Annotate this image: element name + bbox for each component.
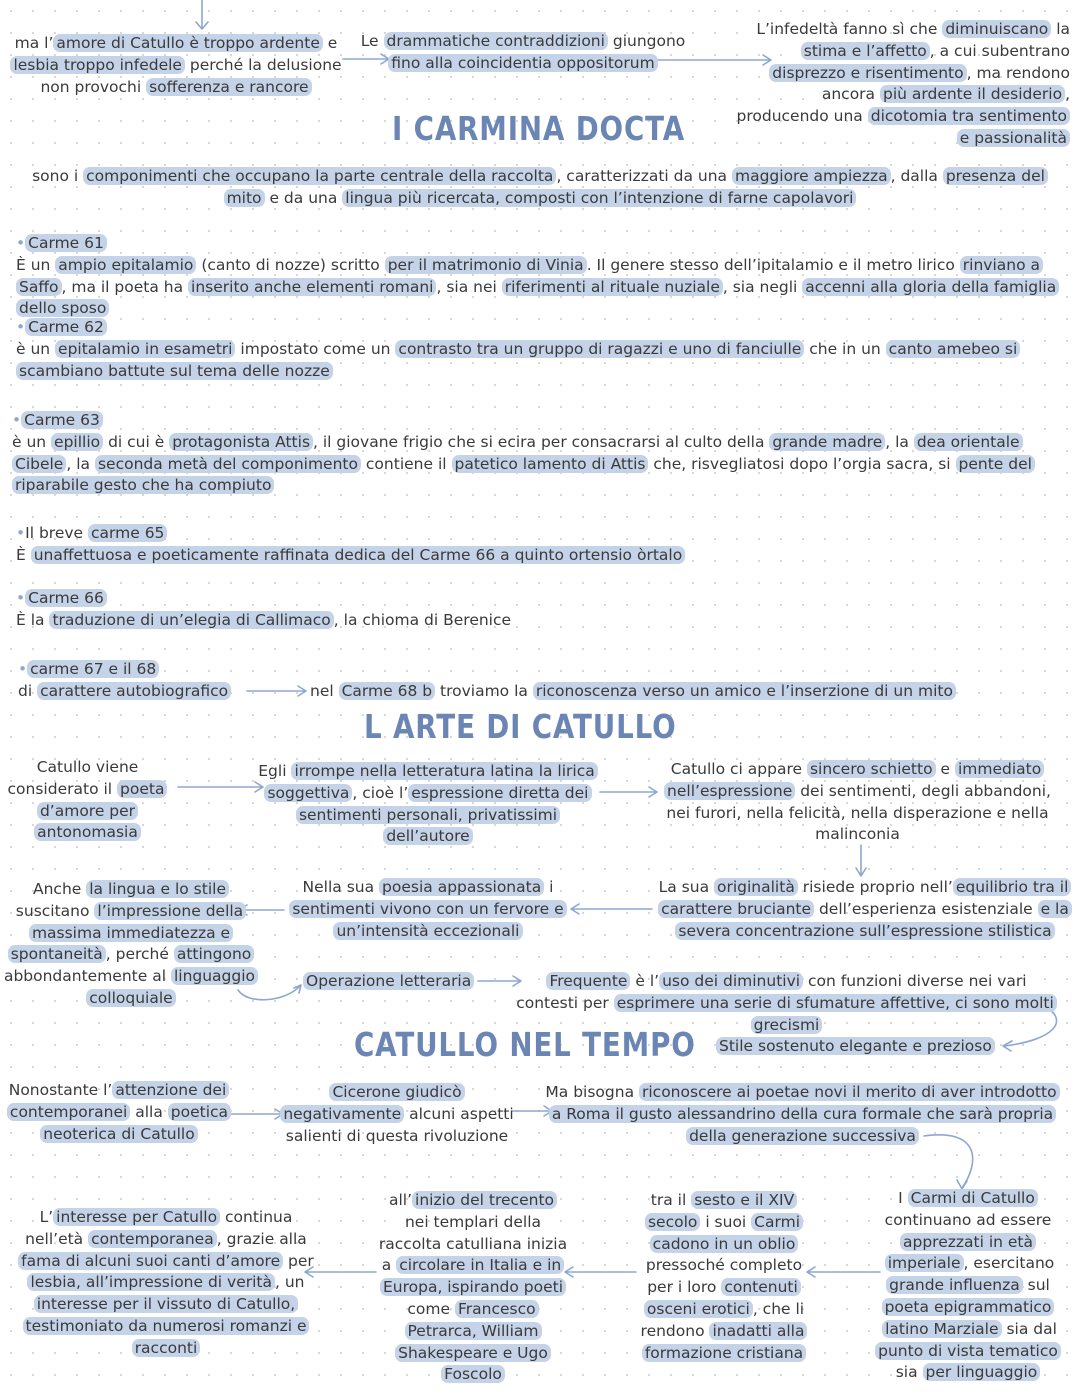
carme-62: • Carme 62 è un epitalamio in esametri impostato come un contrasto tra un gruppo di ragazzi e uno di fanciulle che in un canto amebeo si scambiano battute sul tema delle nozze xyxy=(16,317,1066,382)
arrow-arte-down xyxy=(856,845,866,876)
arrow-tempo-5 xyxy=(305,1267,376,1277)
title-arte-di-catullo: L ARTE DI CATULLO xyxy=(364,707,677,746)
tempo-trecento: all’ inizio del trecento nei templari della raccolta catulliana inizia a circolare in Italia e in Europa, ispirando poeti come Francesco Petrarca, William Shakespeare e Ugo Foscolo xyxy=(378,1191,568,1384)
arrow-arte-2 xyxy=(600,787,657,797)
tempo-contemporanea: L’ interesse per Catullo continua nell’età contemporanea , grazie alla fama di alcuni suoi canti d’amore per lesbia, all’impressione di verità , un interesse per il vissuto di Catullo, testimoniato da numerosi romanzi e racconti xyxy=(18,1207,314,1360)
arte-diminutivi: Frequente è l’ uso dei diminutivi con funzioni diverse nei vari contesti per esprimere una serie di sfumature affettive, ci sono molti grecismi xyxy=(514,971,1059,1036)
arte-poesia-appassionata: Nella sua poesia appassionata i sentimenti vivono con un fervore e un’intensità eccezionali xyxy=(283,877,573,942)
tempo-contemporanei: Nonostante l’ attenzione dei contemporanei alla poetica neoterica di Catullo xyxy=(2,1080,236,1145)
title-catullo-nel-tempo: CATULLO NEL TEMPO xyxy=(354,1025,696,1064)
arrow-arte-1 xyxy=(178,782,263,792)
carme-66: • Carme 66 È la traduzione di un’elegia di Callimaco , la chioma di Berenice xyxy=(16,589,512,629)
top-down-arrow xyxy=(196,0,208,29)
stile-sostenuto: Stile sostenuto elegante e prezioso xyxy=(716,1036,1016,1058)
carmina-intro: sono i componimenti che occupano la parte centrale della raccolta , caratterizzati da una maggiore ampiezza , dalla presenza del mito e da una lingua più ricercata, composti con l’intenzione di farne capolavori xyxy=(15,166,1065,210)
carme-67-68: • carme 67 e il 68 di carattere autobiografico xyxy=(18,659,258,703)
operazione-letteraria: Operazione letteraria xyxy=(303,971,503,993)
carme-65: •Il breve carme 65 È unaffettuosa e poeticamente raffinata dedica del Carme 66 a quinto ortensio òrtalo xyxy=(16,523,1066,567)
arte-catullo-amore: Catullo viene considerato il poeta d’amore per antonomasia xyxy=(0,757,175,844)
arte-sincero: Catullo ci appare sincero schietto e immediato nell’espressione dei sentimenti, degli abbandoni, nei furori, nella felicità, nella disperazione e nella malinconia xyxy=(660,759,1055,846)
tempo-cicerone: Cicerone giudicò negativamente alcuni aspetti salienti di questa rivoluzione xyxy=(280,1082,514,1147)
intro-mid: Le drammatiche contraddizioni giungono fino alla coincidentia oppositorum xyxy=(360,32,686,72)
tempo-eta-imperiale: I Carmi di Catullo continuano ad essere apprezzati in età imperiale , esercitano grande influenza sul poeta epigrammatico latino Marziale sia dal punto di vista tematico sia per linguaggio xyxy=(868,1188,1068,1384)
arrow-arte-3 xyxy=(571,904,652,914)
tempo-oblio: tra il sesto e il XIV secolo i suoi Carmi cadono in un oblio pressoché completo per i loro contenuti osceni erotici , che li rendono inadatti alla formazione cristiana xyxy=(640,1190,808,1364)
arte-originalita: La sua originalità risiede proprio nell’ equilibrio tra il carattere bruciante dell’esperienza esistenziale e la severa concentrazione sull’espressione stilistica xyxy=(655,877,1075,942)
tempo-poetae-novi: Ma bisogna riconoscere ai poetae novi il merito di aver introdotto a Roma il gusto alessandrino della cura formale che sarà propria della generazione successiva xyxy=(545,1082,1060,1147)
carme-61: • Carme 61 È un ampio epitalamio (canto di nozze) scritto per il matrimonio di Vinia . Il genere stesso dell’ipitalamio e il metro lirico rinviano a Saffo , ma il poeta ha inserito anche elementi romani , sia nei riferimenti al rituale nuziale , sia negli accenni alla gloria della famiglia dello sposo xyxy=(16,233,1066,320)
arte-lingua-stile: Anche la lingua e lo stile suscitano l’impressione della massima immediatezza e spontaneità , perché attingono abbondantemente al linguaggio colloquiale xyxy=(3,879,259,1010)
arrow-tempo-4 xyxy=(565,1267,636,1277)
carme-68-detail: nel Carme 68 b troviamo la riconoscenza verso un amico e l’inserzione di un mito xyxy=(310,681,1070,703)
title-carmina-docta: I CARMINA DOCTA xyxy=(392,109,686,148)
intro-right: L’infedeltà fanno sì che diminuiscano la stima e l’affetto , a cui subentrano disprezzo e risentimento , ma rendono ancora più ardente il desiderio , producendo una dicotomia tra sentimento e passionalità xyxy=(736,20,1070,147)
arte-lirica-soggettiva: Egli irrompe nella letteratura latina la lirica soggettiva , cioè l’ espressione diretta dei sentimenti personali, privatissimi dell’autore xyxy=(258,761,598,848)
carme-63: • Carme 63 è un epillio di cui è protagonista Attis , il giovane frigio che si ecira per consacrarsi al culto della grande madre , la dea orientale Cibele , la seconda metà del componimento contiene il patetico lamento di Attis che, risvegliatosi dopo l’orgia sacra, si pente del riparabile gesto che ha compiuto xyxy=(12,410,1067,497)
intro-left: ma l’ amore di Catullo è troppo ardente e lesbia troppo infedele perché la delusione non provochi sofferenza e rancore xyxy=(10,33,342,98)
